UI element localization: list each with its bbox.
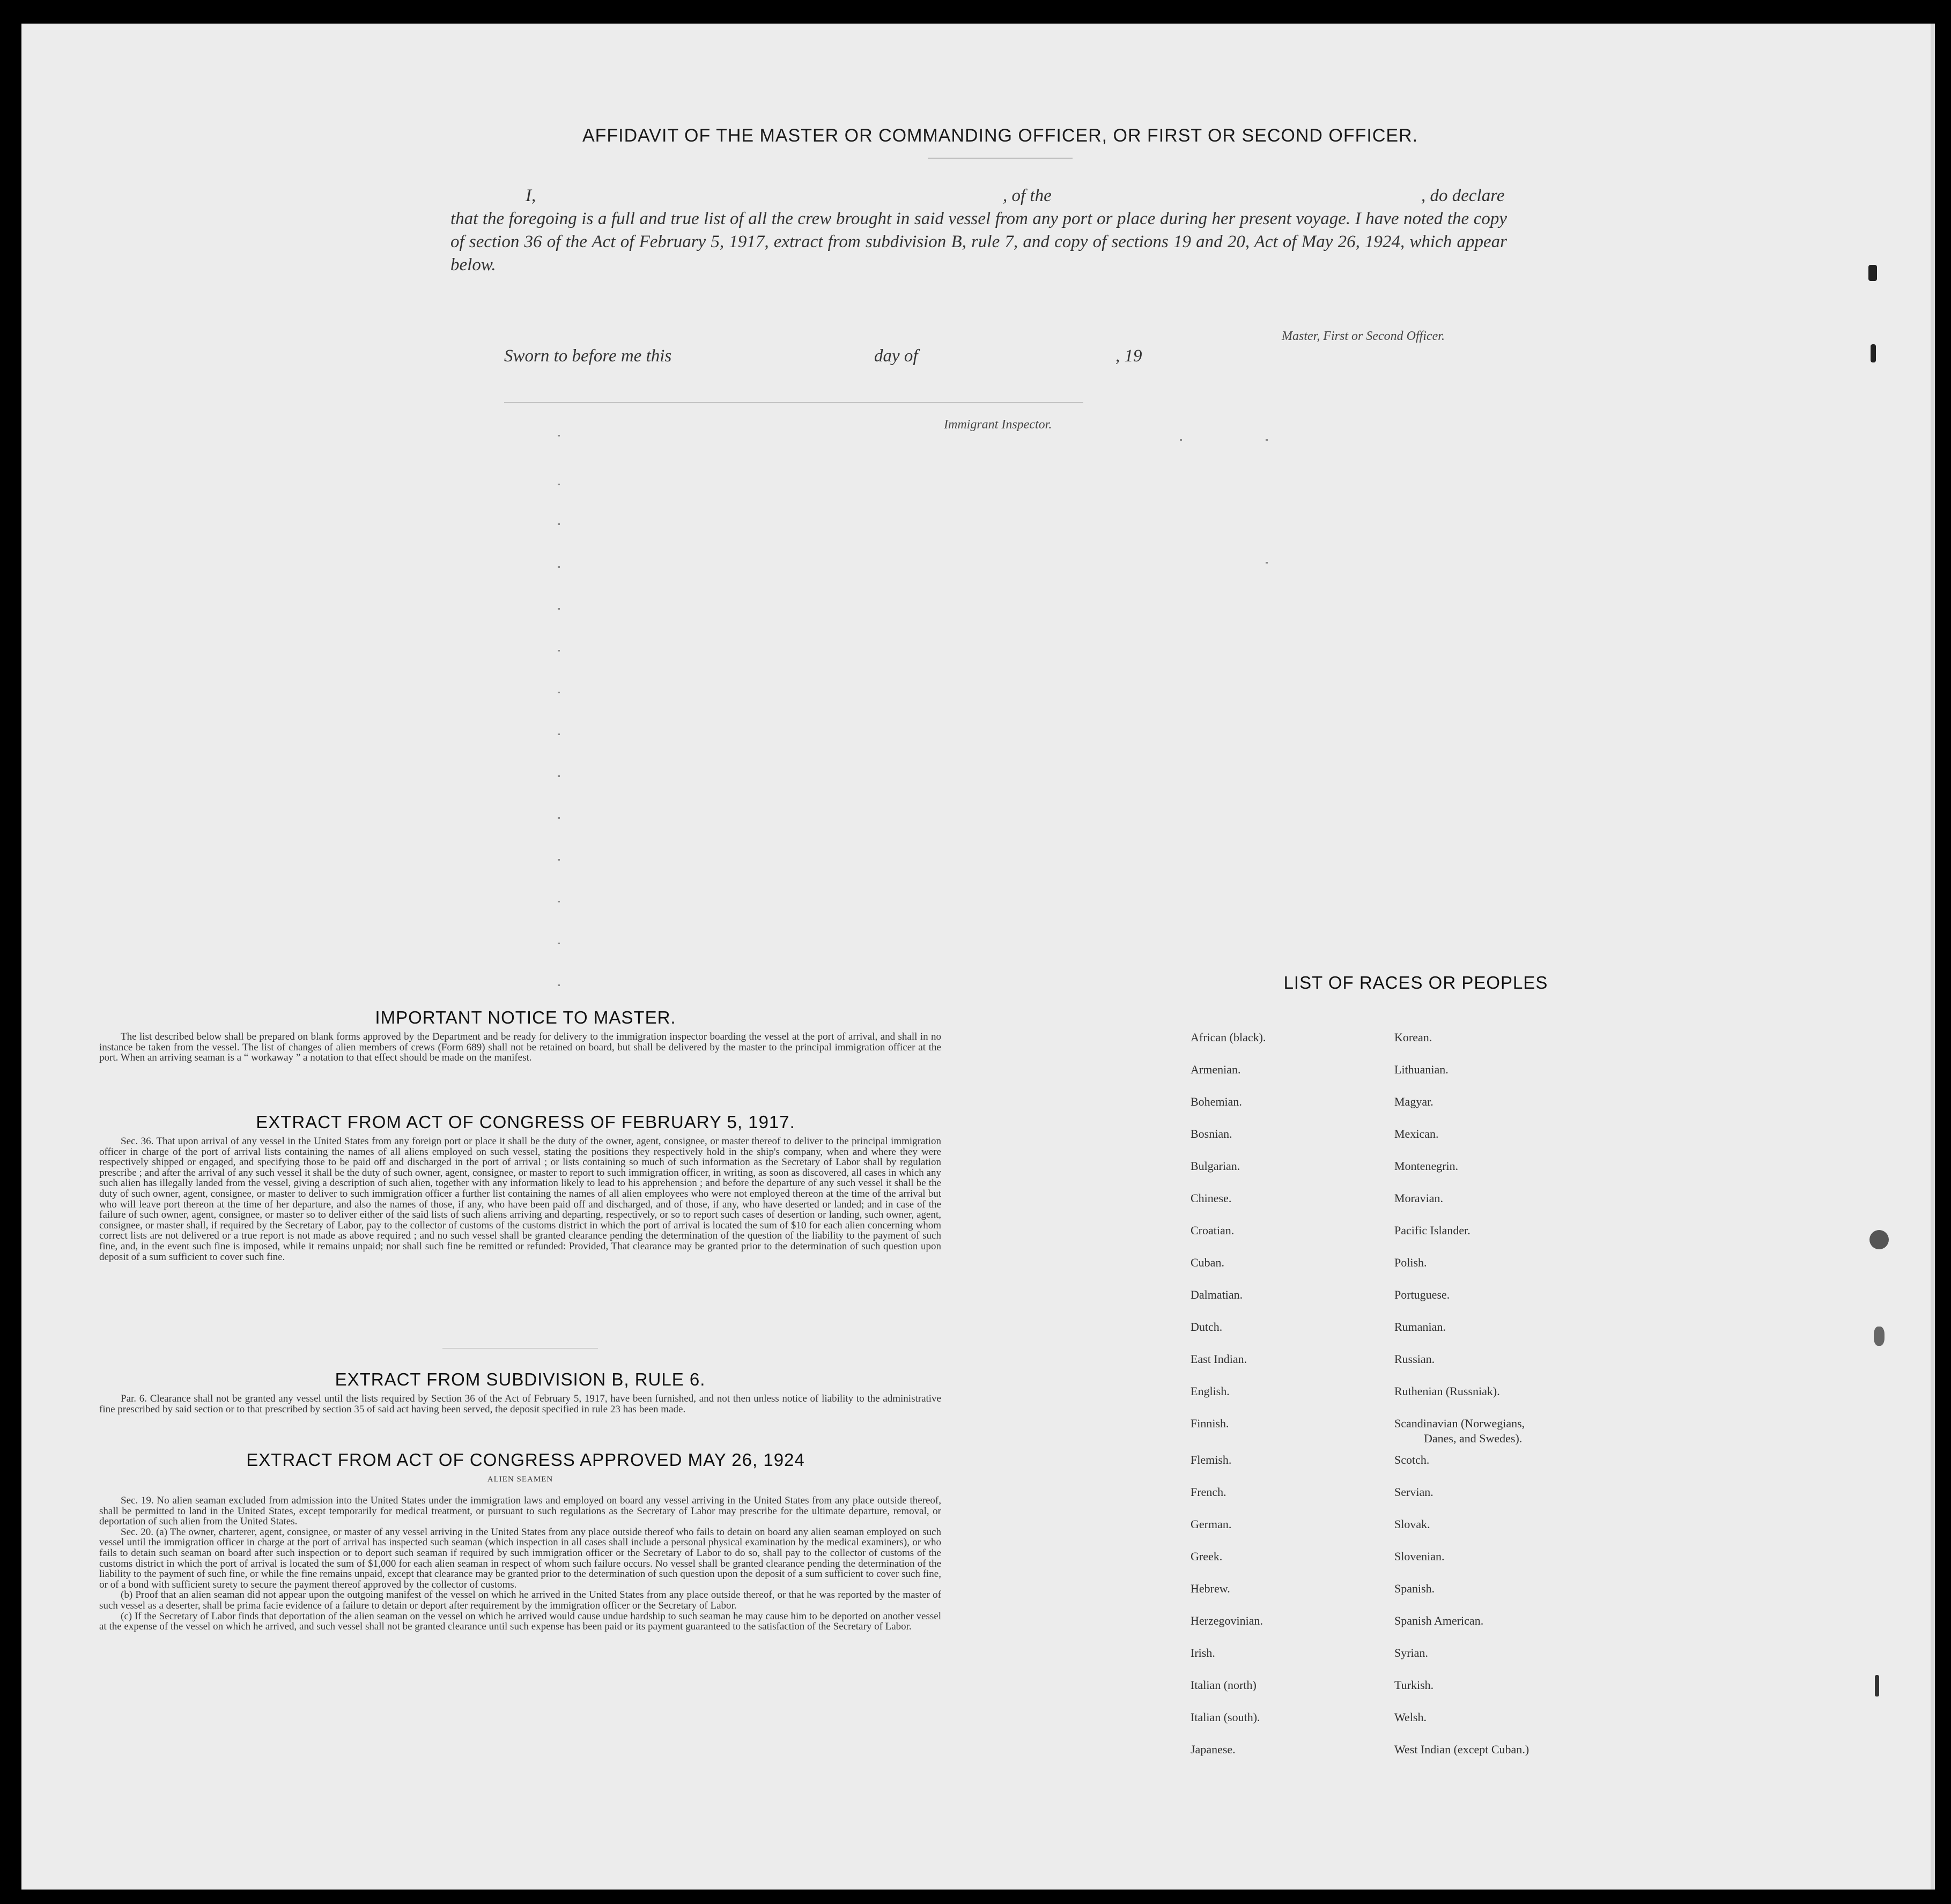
race-item: Pacific Islander. bbox=[1394, 1224, 1470, 1237]
faint-mark bbox=[558, 775, 560, 777]
day-of-label: day of bbox=[874, 346, 918, 366]
declaration-body: that the foregoing is a full and true list of all the crew brought in said vessel from any port or place during her present voyage. I have noted the copy of section 36 of the Act of February 5, 1917, extract from subdivision B, rule 7, and copy of sections 19 and 20, Act of May 26, 1924, which appear below. bbox=[450, 209, 1507, 275]
race-item: Korean. bbox=[1394, 1031, 1432, 1044]
document-page bbox=[21, 24, 1935, 1890]
race-item: Syrian. bbox=[1394, 1646, 1428, 1659]
race-item: Herzegovinian. bbox=[1191, 1614, 1263, 1627]
race-item: Scandinavian (Norwegians, bbox=[1394, 1417, 1525, 1430]
race-item: Mexican. bbox=[1394, 1127, 1439, 1140]
inspector-signature-line bbox=[504, 402, 1083, 403]
faint-mark bbox=[1266, 562, 1268, 564]
section-19-paragraph: Sec. 19. No alien seaman excluded from admission into the United States under the immigration laws and employed on board any vessel arriving in the United States from any place outside thereof, shall be permitted to land in the United States, except temporarily for medical treatment, or pursuant to such regulations as the Secretary of Labor may prescribe for the ultimate departure, removal, or deportation of such alien from the United States. bbox=[99, 1495, 941, 1528]
section-20a-paragraph: Sec. 20. (a) The owner, charterer, agent, consignee, or master of any vessel arriving in the United States from any place outside thereof who fails to detain on board any alien seaman employed on such vessel until the immigration officer in charge at the port of arrival has inspected such seaman (which inspection in all cases shall include a personal physical examination by the medical examiners), or who fails to detain such seaman on board after such inspection or to deport such seaman if required by such immigration officer or the Secretary of Labor to do so, shall pay to the collector of customs of the customs district in which the port of arrival is located the sum of $1,000 for each alien seaman in respect of whom such failure occurs. No vessel shall be granted clearance pending the determination of the liability to the payment of such fine, or while the fine remains unpaid, except that clearance may be granted prior to the determination of such question upon the deposit of a sum sufficient to cover such fine, or of a bond with sufficient surety to secure the payment thereof approved by the collector of customs. bbox=[99, 1526, 941, 1590]
faint-mark bbox=[558, 435, 560, 436]
faint-mark bbox=[558, 650, 560, 651]
race-item: Russian. bbox=[1394, 1352, 1435, 1366]
race-item: Portuguese. bbox=[1394, 1288, 1450, 1301]
race-item: Rumanian. bbox=[1394, 1320, 1446, 1333]
races-title: LIST OF RACES OR PEOPLES bbox=[1283, 973, 1548, 992]
race-item: West Indian (except Cuban.) bbox=[1394, 1743, 1529, 1756]
faint-mark bbox=[558, 692, 560, 693]
extract-1917-title: EXTRACT FROM ACT OF CONGRESS OF FEBRUARY 5, 1917. bbox=[256, 1112, 795, 1132]
race-item: Montenegrin. bbox=[1394, 1159, 1459, 1173]
affidavit-declaration bbox=[450, 184, 1507, 277]
do-declare-label: , do declare bbox=[1421, 186, 1505, 205]
race-item: Italian (north) bbox=[1191, 1678, 1257, 1692]
section-20b-paragraph: (b) Proof that an alien seaman did not appear upon the outgoing manifest of the vessel on which he arrived in the United States from any place outside thereof, or that he was reported by the master of such vessel as a deserter, shall be prima facie evidence of a failure to detain or deport after requirement by the immigration officer or the Secretary of Labor. bbox=[99, 1589, 941, 1611]
declaration-first-line bbox=[450, 184, 1507, 208]
section-rule bbox=[442, 1348, 598, 1349]
notice-title: IMPORTANT NOTICE TO MASTER. bbox=[375, 1007, 676, 1027]
faint-mark bbox=[558, 943, 560, 944]
year-label: , 19 bbox=[1115, 346, 1142, 366]
punch-hole bbox=[1869, 1230, 1889, 1249]
race-item: Irish. bbox=[1191, 1646, 1215, 1659]
race-item: Spanish American. bbox=[1394, 1614, 1484, 1627]
punch-mark bbox=[1868, 265, 1877, 281]
race-item: Japanese. bbox=[1191, 1743, 1236, 1756]
race-item: Finnish. bbox=[1191, 1417, 1229, 1430]
race-item: East Indian. bbox=[1191, 1352, 1247, 1366]
punch-mark bbox=[1875, 1675, 1879, 1696]
race-item: English. bbox=[1191, 1384, 1230, 1398]
race-item: Bulgarian. bbox=[1191, 1159, 1240, 1173]
faint-mark bbox=[558, 984, 560, 986]
race-item: Bohemian. bbox=[1191, 1095, 1242, 1108]
extract-1924-text bbox=[99, 1495, 941, 1632]
race-item: Slovak. bbox=[1394, 1517, 1430, 1531]
faint-mark bbox=[558, 608, 560, 610]
race-item: Chinese. bbox=[1191, 1191, 1232, 1205]
extract-1917-text bbox=[99, 1136, 941, 1262]
punch-mark bbox=[1871, 344, 1876, 362]
faint-mark bbox=[558, 566, 560, 568]
race-item: Turkish. bbox=[1394, 1678, 1434, 1692]
race-item: Croatian. bbox=[1191, 1224, 1235, 1237]
race-item: Dalmatian. bbox=[1191, 1288, 1243, 1301]
declarant-i: I, bbox=[526, 186, 536, 205]
race-item: Danes, and Swedes). bbox=[1424, 1432, 1523, 1445]
section-36-paragraph: Sec. 36. That upon arrival of any vessel in the United States from any foreign port or place it shall be the duty of the owner, agent, consignee, or master thereof to deliver to the principal immigration officer in charge of the port of arrival lists containing the names of all aliens employed on such vessel, stating the positions they respectively hold in the ship's company, when and where they were respectively shipped or engaged, and specifying those to be paid off and discharged in the port of arrival ; or lists containing so much of such information as the Secretary of Labor shall by regulation prescribe ; and after the arrival of any such vessel it shall be the duty of such owner, agent, consignee, or master to report to such immigration officer, in writing, as soon as discovered, all cases in which any such alien has illegally landed from the vessel, giving a description of such alien, together with any information likely to lead to his apprehension ; and before the departure of any such vessel it shall be the duty of such owner, agent, consignee, or master to deliver to such immigration officer a further list containing the names of all alien employees who were not employed thereon at the time of the arrival but who will leave port thereon at the time of her departure, and also the names of those, if any, who have been paid off and discharged, and of those, if any, who have deserted or landed; and in case of the failure of such owner, agent, consignee, or master so to deliver either of the said lists of such aliens arriving and departing, respectively, or so to report such cases of desertion or landing, such owner, agent, consignee, or master shall, if required by the Secretary of Labor, pay to the collector of customs of the customs district in which the port of arrival is located the sum of $10 for each alien concerning whom correct lists are not delivered or a true report is not made as above required ; and no such vessel shall be granted clearance pending the determination of the question of the liability to the payment of such fine, and, in the event such fine is imposed, while it remains unpaid; nor shall such fine be remitted or refunded: Provided, That clearance may be granted prior to the determination of such question upon deposit of a sum sufficient to cover such fine. bbox=[99, 1136, 941, 1263]
race-item: Scotch. bbox=[1394, 1453, 1430, 1466]
faint-mark bbox=[1180, 439, 1182, 441]
section-20c-paragraph: (c) If the Secretary of Labor finds that deportation of the alien seaman on the vessel on which he arrived would cause undue hardship to such seaman he may cause him to be deported on another vessel at the expense of the vessel on which he arrived, and such vessel shall not be granted clearance until such expense has been paid or its payment guaranteed to the satisfaction of the Secretary of Labor. bbox=[99, 1610, 941, 1633]
race-item: Servian. bbox=[1394, 1485, 1433, 1499]
race-item: French. bbox=[1191, 1485, 1226, 1499]
faint-mark bbox=[558, 901, 560, 902]
race-item: Hebrew. bbox=[1191, 1582, 1230, 1595]
race-item: Magyar. bbox=[1394, 1095, 1433, 1108]
affidavit-title: AFFIDAVIT OF THE MASTER OR COMMANDING OFFICER, OR FIRST OR SECOND OFFICER. bbox=[582, 125, 1418, 146]
race-item: Moravian. bbox=[1394, 1191, 1444, 1205]
par-6-paragraph: Par. 6. Clearance shall not be granted any vessel until the lists required by Section 36 of the Act of February 5, 1917, have been furnished, and not then unless notice of liability to the administrative fine prescribed by said section or to that prescribed by section 35 of said act having been served, the deposit specified in rule 23 has been made. bbox=[99, 1393, 941, 1415]
faint-mark bbox=[558, 734, 560, 735]
race-item: Dutch. bbox=[1191, 1320, 1223, 1333]
sworn-label: Sworn to before me this bbox=[504, 346, 672, 366]
punch-hole bbox=[1874, 1327, 1885, 1346]
faint-mark bbox=[558, 484, 560, 485]
race-item: Armenian. bbox=[1191, 1063, 1241, 1076]
extract-1924-title: EXTRACT FROM ACT OF CONGRESS APPROVED MAY 26, 1924 bbox=[246, 1450, 805, 1470]
faint-mark bbox=[1266, 439, 1268, 441]
race-item: Cuban. bbox=[1191, 1256, 1224, 1269]
of-the-label: , of the bbox=[1003, 186, 1052, 205]
faint-mark bbox=[558, 817, 560, 819]
race-item: Ruthenian (Russniak). bbox=[1394, 1384, 1500, 1398]
master-signature-caption: Master, First or Second Officer. bbox=[1282, 329, 1445, 343]
race-item: African (black). bbox=[1191, 1031, 1266, 1044]
race-item: Spanish. bbox=[1394, 1582, 1435, 1595]
notice-paragraph: The list described below shall be prepared on blank forms approved by the Department and be ready for delivery to the immigration inspector boarding the vessel at the port of arrival, and shall in no instance be taken from the vessel. The list of changes of alien members of crews (Form 689) shall not be retained on board, but shall be delivered by the master to the principal immigration officer at the port. When an arriving seaman is a “ workaway ” a notation to that effect should be made on the manifest. bbox=[99, 1031, 941, 1064]
title-rule bbox=[928, 158, 1073, 159]
race-item: Slovenian. bbox=[1394, 1550, 1445, 1563]
race-item: Flemish. bbox=[1191, 1453, 1232, 1466]
race-item: Bosnian. bbox=[1191, 1127, 1232, 1140]
race-item: Lithuanian. bbox=[1394, 1063, 1449, 1076]
subdivision-b-text bbox=[99, 1394, 941, 1414]
faint-mark bbox=[558, 859, 560, 861]
alien-seamen-subtitle: ALIEN SEAMEN bbox=[487, 1475, 553, 1484]
inspector-caption: Immigrant Inspector. bbox=[944, 418, 1052, 432]
race-item: German. bbox=[1191, 1517, 1232, 1531]
race-item: Italian (south). bbox=[1191, 1710, 1260, 1724]
subdivision-b-title: EXTRACT FROM SUBDIVISION B, RULE 6. bbox=[335, 1369, 706, 1389]
race-item: Greek. bbox=[1191, 1550, 1223, 1563]
race-item: Welsh. bbox=[1394, 1710, 1427, 1724]
race-item: Polish. bbox=[1394, 1256, 1427, 1269]
faint-mark bbox=[558, 523, 560, 525]
notice-text bbox=[99, 1032, 941, 1063]
